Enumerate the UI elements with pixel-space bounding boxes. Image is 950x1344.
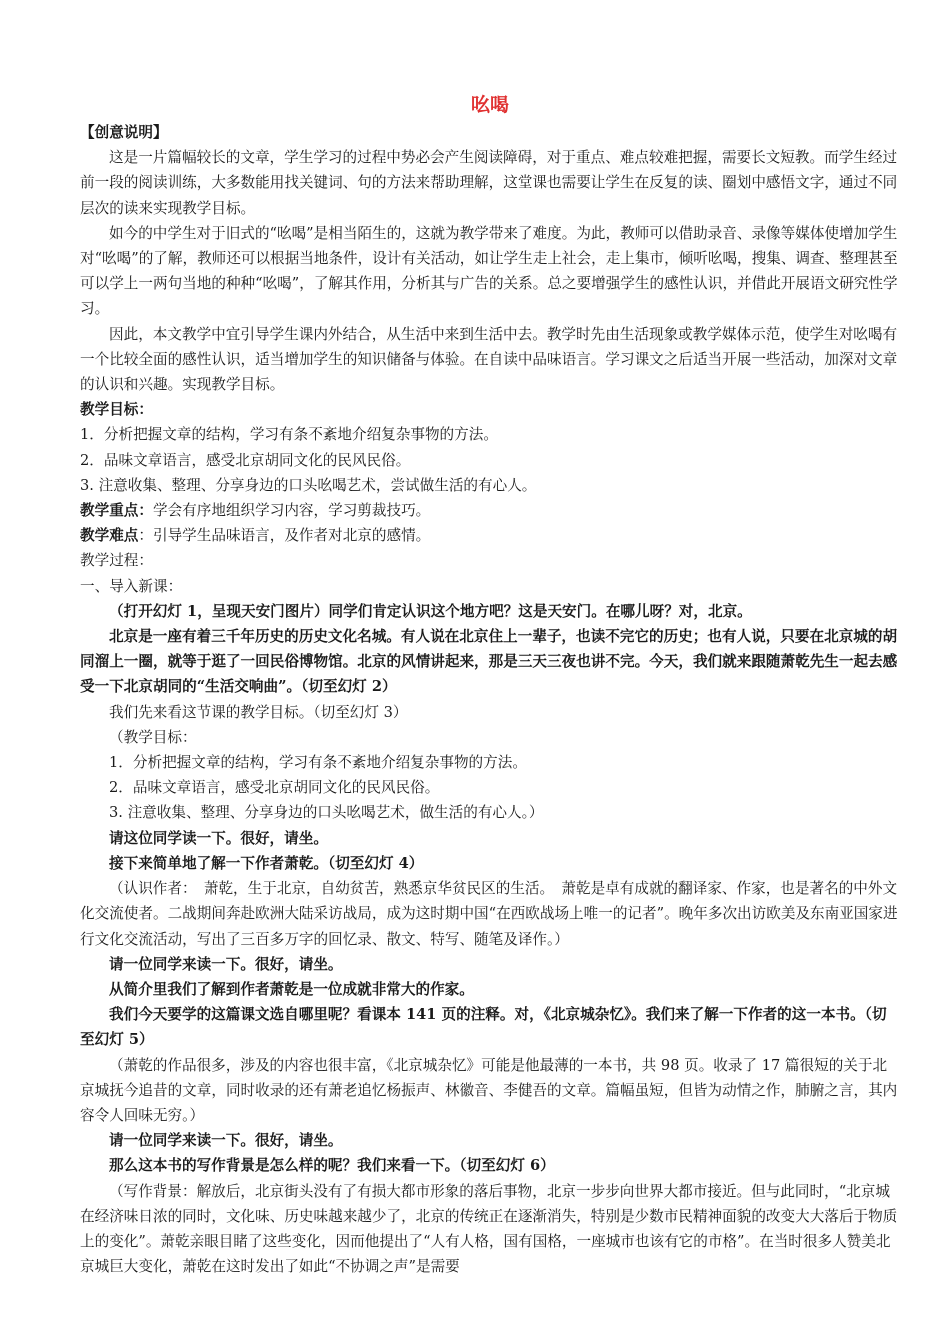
process-line-7: 3. 注意收集、整理、分享身边的口头吆喝艺术，做生活的有心人。） xyxy=(109,804,544,822)
process-line-4: （教学目标： xyxy=(109,728,197,746)
process-line-8: 请这位同学读一下。很好，请坐。 xyxy=(109,829,328,847)
creative-paragraph-2: 如今的中学生对于旧式的“吆喝”是相当陌生的，这就为教学带来了难度。为此，教师可以借助录音、录像等媒体使增加学生对“吆喝”的了解，教师还可以根据当地条件，设计有关活动，如让学生走上社会，走上集市，倾听吆喝，搜集、调查、整理甚至可以学上一两句当地的种种“吆喝”，了解其作用，分析其与广告的关系。总之要增强学生的感性认识，并借此开展语文研究性学习。 xyxy=(80,224,898,318)
goal-item-3: 3. 注意收集、整理、分享身边的口头吆喝艺术，尝试做生活的有心人。 xyxy=(80,476,537,494)
process-heading: 教学过程： xyxy=(80,552,153,570)
difficulty xyxy=(80,523,900,548)
process-line-3: 我们先来看这节课的教学目标。（切至幻灯 3） xyxy=(109,703,408,721)
process-line-6: 2．品味文章语言，感受北京胡同文化的民风民俗。 xyxy=(109,779,440,797)
process-line-11: 请一位同学来读一下。很好，请坐。 xyxy=(109,955,343,973)
process-line-2: 北京是一座有着三千年历史的历史文化名城。有人说在北京住上一辈子，也读不完它的历史；也有人说，只要在北京城的胡同溜上一圈，就等于逛了一回民俗博物馆。北京的风情讲起来，那是三天三夜也讲不完。今天，我们就来跟随萧乾先生一起去感受一下北京胡同的“生活交响曲”。（切至幻灯 2） xyxy=(80,628,898,696)
key-point-text: 学会有序地组织学习内容，学习剪裁技巧。 xyxy=(152,502,431,520)
difficulty-text: ：引导学生品味语言，及作者对北京的感情。 xyxy=(138,527,431,545)
process-line-17: （写作背景：解放后，北京街头没有了有损大都市形象的落后事物，北京一步步向世界大都市接近。但与此同时，“北京城在经济味日浓的同时，文化味、历史味越来越少了，北京的传统正在逐渐消失，特别是少数市民精神面貌的改变大大落后于物质上的变化”。萧乾亲眼目睹了这些变化，因而他提出了“人有人格，国有国格，一座城市也该有它的市格”。在当时很多人赞美北京城巨大变化，萧乾在这时发出了如此“不协调之声”是需要 xyxy=(80,1182,898,1276)
creative-paragraph-1: 这是一片篇幅较长的文章，学生学习的过程中势必会产生阅读障碍，对于重点、难点较难把握，需要长文短教。而学生经过前一段的阅读训练，大多数能用找关键词、句的方法来帮助理解，这堂课也需要让学生在反复的读、圈划中感悟文字，通过不同层次的读来实现教学目标。 xyxy=(80,149,898,217)
process-line-14: （萧乾的作品很多，涉及的内容也很丰富，《北京城杂忆》可能是他最薄的一本书，共 98 页。收录了 17 篇很短的关于北京城抚今追昔的文章，同时收录的还有萧老追忆杨振声、林徽音、李健吾的文章。篇幅虽短，但皆为动情之作，肺腑之言，其内容令人回味无穷。） xyxy=(80,1056,898,1124)
process-step-1: 一、导入新课： xyxy=(80,577,183,595)
process-line-10: （认识作者： 萧乾，生于北京，自幼贫苦，熟悉京华贫民区的生活。 萧乾是卓有成就的翻译家、作家，也是著名的中外文化交流使者。二战期间奔赴欧洲大陆采访战局，成为这时期中国“在西欧战场上唯一的记者”。晚年多次出访欧美及东南亚国家进行文化交流活动，写出了三百多万字的回忆录、散文、特写、随笔及译作。） xyxy=(80,880,898,948)
document-title: 吆喝 xyxy=(470,94,509,116)
process-line-13: 我们今天要学的这篇课文选自哪里呢？看课本 141 页的注释。对，《北京城杂忆》。我们来了解一下作者的这一本书。（切至幻灯 5） xyxy=(80,1006,887,1049)
process-line-1: （打开幻灯 1，呈现天安门图片）同学们肯定认识这个地方吧？这是天安门。在哪儿呀？对，北京。 xyxy=(109,602,752,620)
goal-item-2: 2．品味文章语言，感受北京胡同文化的民风民俗。 xyxy=(80,451,411,469)
goal-item-1: 1．分析把握文章的结构，学习有条不紊地介绍复杂事物的方法。 xyxy=(80,426,498,444)
difficulty-label: 教学难点 xyxy=(80,527,139,545)
key-point-label: 教学重点： xyxy=(80,502,153,520)
key-point xyxy=(80,498,900,523)
creative-paragraph-3: 因此，本文教学中宜引导学生课内外结合，从生活中来到生活中去。教学时先由生活现象或教学媒体示范，使学生对吆喝有一个比较全面的感性认识，适当增加学生的知识储备与体验。在自读中品味语言。学习课文之后适当开展一些活动，加深对文章的认识和兴趣。实现教学目标。 xyxy=(80,325,898,394)
creative-heading: 【创意说明】 xyxy=(80,124,168,141)
document-page xyxy=(80,92,900,1279)
goals-heading: 教学目标： xyxy=(80,401,153,419)
process-line-12: 从简介里我们了解到作者萧乾是一位成就非常大的作家。 xyxy=(109,980,474,998)
process-line-5: 1．分析把握文章的结构，学习有条不紊地介绍复杂事物的方法。 xyxy=(109,754,527,772)
process-line-9: 接下来简单地了解一下作者萧乾。（切至幻灯 4） xyxy=(109,854,424,872)
process-line-15: 请一位同学来读一下。很好，请坐。 xyxy=(109,1132,343,1150)
process-line-16: 那么这本书的写作背景是怎么样的呢？我们来看一下。（切至幻灯 6） xyxy=(109,1157,555,1175)
